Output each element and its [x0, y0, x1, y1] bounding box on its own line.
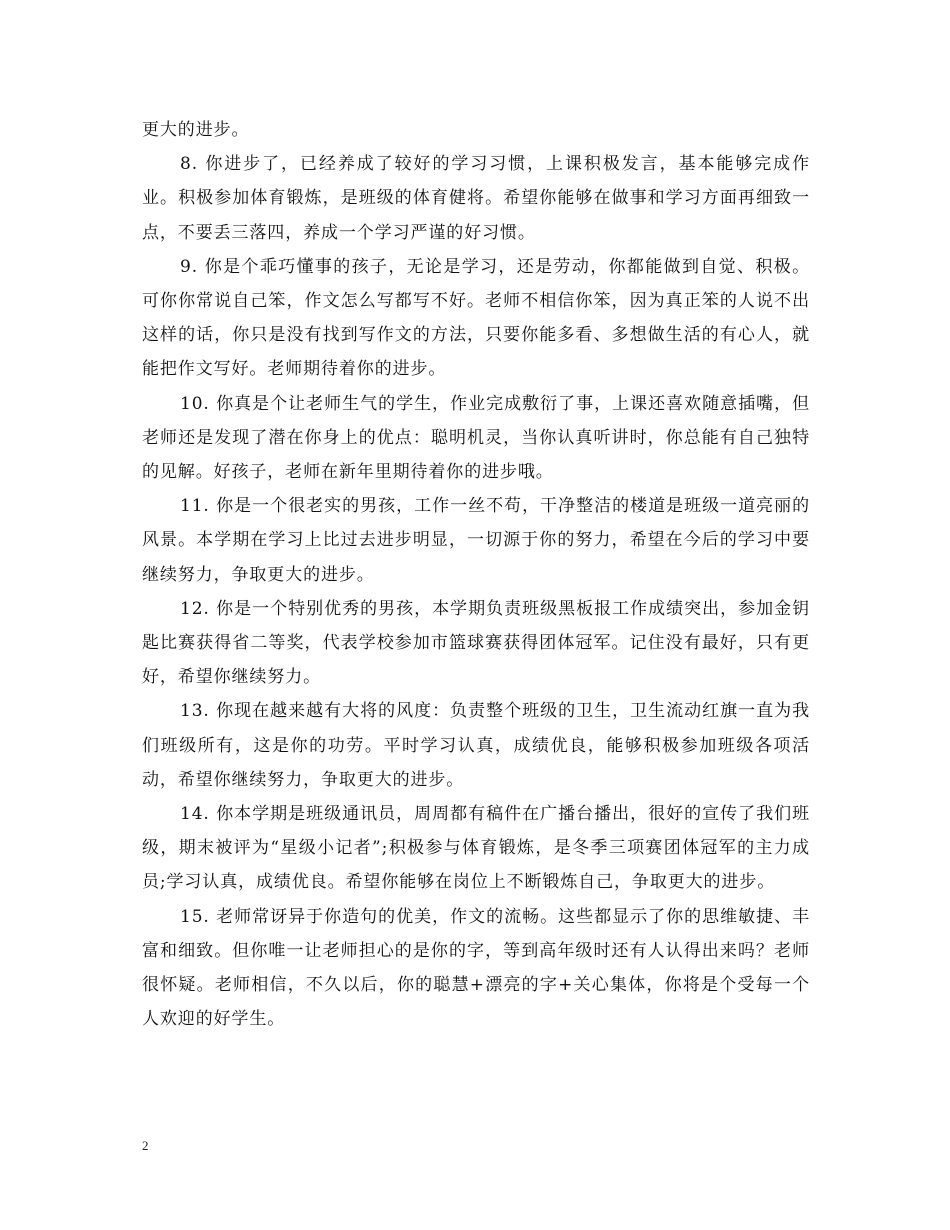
paragraph-comment-14: 14. 你本学期是班级通讯员，周周都有稿件在广播台播出，很好的宣传了我们班级，期末被评为“星级小记者”;积极参与体育锻炼，是冬季三项赛团体冠军的主力成员;学习认真，成绩优良。希望你能够在岗位上不断锻炼自己，争取更大的进步。 [142, 804, 810, 893]
paragraph-comment-10: 10. 你真是个让老师生气的学生，作业完成敷衍了事，上课还喜欢随意插嘴，但老师还是发现了潜在你身上的优点：聪明机灵，当你认真听讲时，你总能有自己独特的见解。好孩子，老师在新年里期待着你的进步哦。 [142, 393, 810, 483]
paragraph-comment-13: 13. 你现在越来越有大将的风度：负责整个班级的卫生，卫生流动红旗一直为我们班级所有，这是你的功劳。平时学习认真，成绩优良，能够积极参加班级各项活动，希望你继续努力，争取更大的进步。 [142, 701, 810, 790]
body-text [142, 113, 810, 1036]
page-number: 2 [142, 1138, 149, 1153]
paragraph-comment-8: 8. 你进步了，已经养成了较好的学习习惯，上课积极发言，基本能够完成作业。积极参加体育锻炼，是班级的体育健将。希望你能够在做事和学习方面再细致一点，不要丢三落四，养成一个学习严谨的好习惯。 [142, 154, 810, 243]
paragraph-comment-11: 11. 你是一个很老实的男孩，工作一丝不苟，干净整洁的楼道是班级一道亮丽的风景。本学期在学习上比过去进步明显，一切源于你的努力，希望在今后的学习中要继续努力，争取更大的进步。 [142, 496, 810, 585]
paragraph-comment-9: 9. 你是个乖巧懂事的孩子，无论是学习，还是劳动，你都能做到自觉、积极。可你你常说自己笨，作文怎么写都写不好。老师不相信你笨，因为真正笨的人说不出这样的话，你只是没有找到写作文的方法，只要你能多看、多想做生活的有心人，就能把作文写好。老师期待着你的进步。 [142, 256, 810, 380]
paragraph-comment-15: 15. 老师常讶异于你造句的优美，作文的流畅。这些都显示了你的思维敏捷、丰富和细致。但你唯一让老师担心的是你的字，等到高年级时还有人认得出来吗？老师很怀疑。老师相信，不久以后，你的聪慧+漂亮的字+关心集体，你将是个受每一个人欢迎的好学生。 [142, 906, 810, 1030]
paragraph-comment-12: 12. 你是一个特别优秀的男孩，本学期负责班级黑板报工作成绩突出，参加金钥匙比赛获得省二等奖，代表学校参加市篮球赛获得团体冠军。记住没有最好，只有更好，希望你继续努力。 [142, 598, 810, 688]
paragraph-continuation: 更大的进步。 [142, 120, 250, 140]
